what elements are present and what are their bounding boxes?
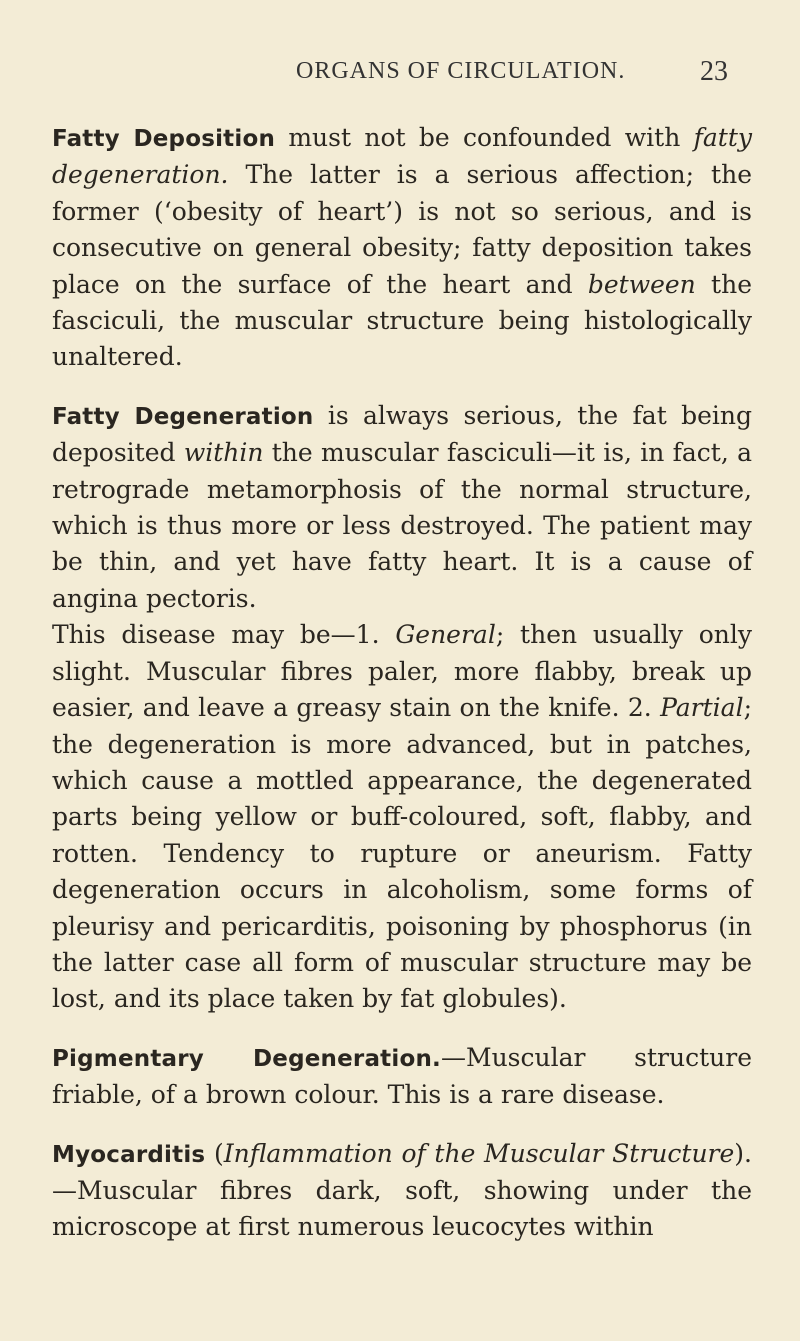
text: This disease may be—1. bbox=[52, 620, 396, 650]
emphasis: Partial bbox=[660, 693, 744, 723]
term-fatty-deposition: Fatty Deposition bbox=[52, 126, 276, 152]
text: ; then usually only slight. Muscular fibres paler, more flabby, break up easier, and leave a greasy stain on the knife. 2. bbox=[52, 620, 752, 723]
term-myocarditis: Myocarditis bbox=[52, 1141, 206, 1168]
paragraph-myocarditis bbox=[52, 1136, 752, 1246]
paragraph-fatty-degeneration bbox=[52, 398, 752, 617]
paragraph-disease-forms bbox=[52, 617, 752, 1017]
term-pigmentary-degeneration: Pigmentary Degeneration. bbox=[52, 1045, 441, 1072]
text: ).—Muscular fibres dark, soft, showing under the microscope at first numerous leucocytes within bbox=[52, 1138, 752, 1242]
text: is always serious, the fat being deposited bbox=[52, 400, 752, 468]
text: The latter is a serious affection; the former (‘obesity of heart’) is not so serious, and is consecutive on general obesity; fatty deposition takes place on the surface of the heart and bbox=[52, 160, 752, 299]
text: —Muscular structure friable, of a brown colour. This is a rare disease. bbox=[52, 1042, 752, 1110]
paragraph-fatty-deposition bbox=[52, 120, 752, 376]
text: ( bbox=[205, 1138, 224, 1168]
text: ; the degeneration is more advanced, but in patches, which cause a mottled appearance, the degenerated parts being yellow or buff-coloured, soft, flabby, and rotten. Tendency to rupture or aneurism. Fatty degeneration occurs in alcoholism, some forms of pleurisy and pericarditis, poisoning by phosphorus (in the latter case all form of muscular structure may be lost, and its place taken by fat globules). bbox=[52, 693, 752, 1014]
text: must not be confounded with bbox=[275, 123, 694, 152]
page-body bbox=[52, 120, 752, 1268]
text: the fasciculi, the muscular structure being histologically unaltered. bbox=[52, 269, 752, 372]
page-header bbox=[0, 58, 800, 98]
emphasis: between bbox=[587, 269, 696, 299]
emphasis: Inflammation of the Muscular Structure bbox=[223, 1138, 735, 1168]
emphasis: fatty degeneration. bbox=[52, 123, 752, 190]
paragraph-pigmentary-degeneration bbox=[52, 1040, 752, 1114]
emphasis: within bbox=[183, 438, 264, 468]
term-fatty-degeneration: Fatty Degeneration bbox=[52, 403, 314, 430]
running-head: ORGANS OF CIRCULATION. bbox=[296, 58, 626, 84]
emphasis: General bbox=[395, 620, 496, 650]
page-number: 23 bbox=[700, 56, 728, 87]
text: the muscular fasciculi—it is, in fact, a retrograde metamorphosis of the normal structure, which is thus more or less destroyed. The patient may be thin, and yet have fatty heart. It is a cause of angina pectoris. bbox=[52, 438, 752, 613]
